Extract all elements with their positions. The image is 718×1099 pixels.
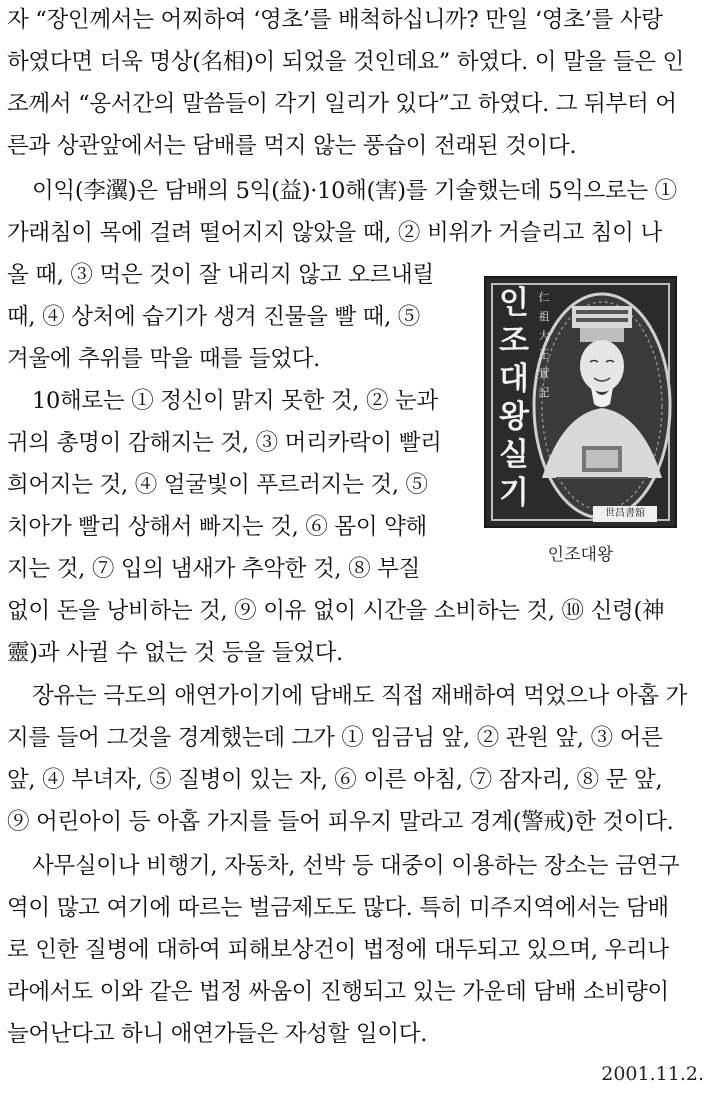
text-line: 른과 상관앞에서는 담배를 먹지 않는 풍습이 전래된 것이다.: [7, 133, 577, 159]
publisher-label: 世昌書舘: [593, 506, 657, 522]
text-line: 하였다면 더욱 명상(名相)이 되었을 것인데요” 하였다. 이 말을 들은 인: [7, 49, 684, 75]
text-line: 올 때, ③ 먹은 것이 잘 내리지 않고 오르내릴: [7, 262, 434, 288]
text-line: 앞, ④ 부녀자, ⑤ 질병이 있는 자, ⑥ 이른 아침, ⑦ 잠자리, ⑧ 문 앞,: [7, 767, 663, 793]
text-line: 없이 돈을 낭비하는 것, ⑨ 이유 없이 시간을 소비하는 것, ⑩ 신령(神: [7, 598, 665, 624]
text-line: 靈)과 사귈 수 없는 것 등을 들었다.: [7, 640, 343, 666]
text-line: 이익(李瀷)은 담배의 5익(益)·10해(害)를 기술했는데 5익으로는 ①: [32, 178, 677, 204]
text-line: 귀의 총명이 감해지는 것, ③ 머리카락이 빨리: [7, 430, 442, 456]
date-text: 2001.11.2.: [601, 1063, 704, 1085]
text-line: 로 인한 질병에 대하여 피해보상건이 법정에 대두되고 있으며, 우리나: [7, 937, 669, 963]
text-line: 늘어난다고 하니 애연가들은 자성할 일이다.: [7, 1021, 428, 1047]
text-line: 역이 많고 여기에 따르는 벌금제도도 많다. 특히 미주지역에서는 담배: [7, 895, 669, 921]
text-line: 가래침이 목에 걸려 떨어지지 않았을 때, ② 비위가 거슬리고 침이 나: [7, 220, 662, 246]
book-title-hanja: 仁 祖 大 王 實 記: [538, 291, 550, 399]
text-line: 치아가 빨리 상해서 빠지는 것, ⑥ 몸이 약해: [7, 514, 427, 540]
text-line: 장유는 극도의 애연가이기에 담배도 직접 재배하여 먹었으나 아홉 가: [32, 683, 687, 709]
text-line: 때, ④ 상처에 습기가 생겨 진물을 빨 때, ⑤: [7, 304, 421, 330]
text-line: 지는 것, ⑦ 입의 냄새가 추악한 것, ⑧ 부질: [7, 556, 421, 582]
text-line: 지를 들어 그것을 경계했는데 그가 ① 임금님 앞, ② 관원 앞, ③ 어른: [7, 725, 663, 751]
book-title-vertical: 인 조 대 왕 실 기: [499, 285, 529, 511]
book-cover-image: [484, 276, 677, 528]
text-line: 조께서 “옹서간의 말씀들이 각기 일리가 있다”고 하였다. 그 뒤부터 어: [7, 91, 677, 117]
text-line: 겨울에 추위를 막을 때를 들었다.: [7, 346, 320, 372]
figure-caption: 인조대왕: [547, 545, 614, 565]
text-line: ⑨ 어린아이 등 아홉 가지를 들어 피우지 말라고 경계(警戒)한 것이다.: [7, 809, 674, 835]
text-line: 희어지는 것, ④ 얼굴빛이 푸르러지는 것, ⑤: [7, 472, 428, 498]
text-line: 자 “장인께서는 어찌하여 ‘영초’를 배척하십니까? 만일 ‘영초’를 사랑: [7, 7, 663, 33]
text-line: 10해로는 ① 정신이 맑지 못한 것, ② 눈과: [32, 388, 438, 414]
text-line: 라에서도 이와 같은 법정 싸움이 진행되고 있는 가운데 담배 소비량이: [7, 979, 669, 1005]
text-line: 사무실이나 비행기, 자동차, 선박 등 대중이 이용하는 장소는 금연구: [32, 853, 680, 879]
